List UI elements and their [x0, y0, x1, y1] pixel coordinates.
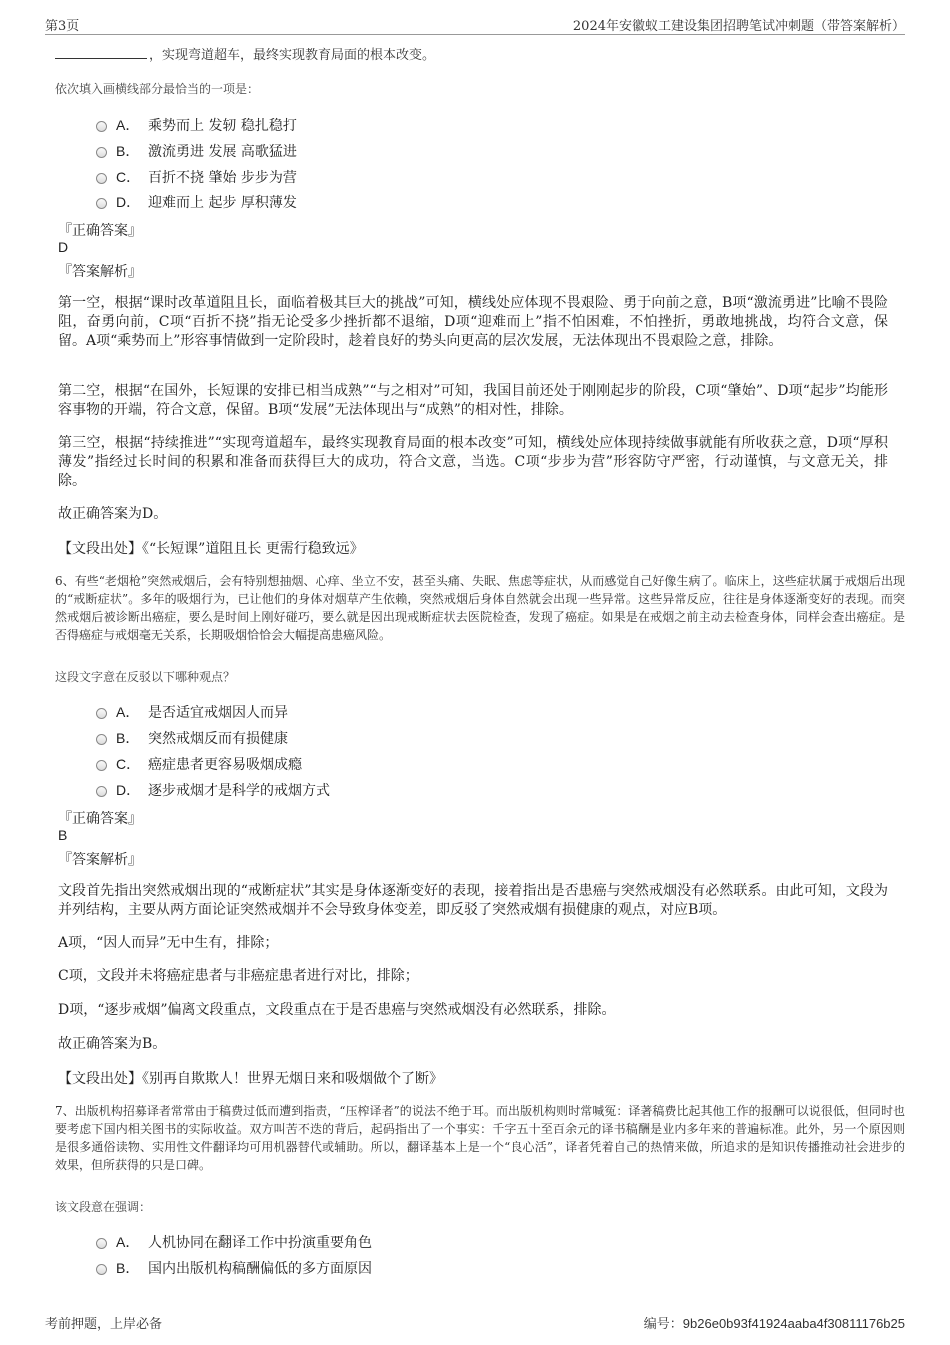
q6-question: 6、有些“老烟枪”突然戒烟后，会有特别想抽烟、心痒、坐立不安，甚至头痛、失眠、焦虑等症状，从而感觉自己好像生病了。临床上，这些症状属于戒烟后出现的“戒断症状”。多年的吸烟行为，已让他们的身体对烟草产生依赖，突然戒烟后身体自然就会出现一些异常。这些异常反应，往往是身体逐渐变好的表现。而突然戒烟后被诊断出癌症，要么是时间上刚好碰巧，要么就是因出现戒断症状去医院检查，发现了癌症。如果是在戒烟之前主动去检查身体，同样会查出癌症。是否得癌症与戒烟毫无关系，长期吸烟恰恰会大幅提高患癌风险。 [55, 574, 905, 642]
q5-analysis-label: 『答案解析』 [58, 264, 142, 280]
q6-analysis-p3: C项，文段并未将癌症患者与非癌症患者进行对比，排除； [58, 968, 419, 984]
q5-option-b[interactable]: B． 激流勇进 发展 高歌猛进 [96, 141, 297, 163]
radio-icon[interactable] [96, 173, 107, 184]
q5-option-d[interactable]: D． 迎难而上 起步 厚积薄发 [96, 192, 297, 214]
page-header [45, 12, 905, 35]
q6-source: 【文段出处】《别再自欺欺人！世界无烟日来和吸烟做个了断》 [58, 1071, 443, 1087]
radio-icon[interactable] [96, 198, 107, 209]
q7-option-b[interactable]: B． 国内出版机构稿酬偏低的多方面原因 [96, 1258, 372, 1280]
fill-blank-line [55, 46, 147, 59]
footer-slogan: 考前押题，上岸必备 [45, 1317, 163, 1332]
q5-analysis-p2: 第二空，根据“在国外，长短课的安排已相当成熟”“与之相对”可知，我国目前还处于刚刚起步的阶段，C项“肇始”、D项“起步”均能形容事物的开端，符合文意，保留。B项“发展”无法体现出与“成熟”的相对性，排除。 [58, 383, 888, 418]
q6-option-c[interactable]: C． 癌症患者更容易吸烟成瘾 [96, 754, 302, 776]
q5-answer: D [58, 239, 69, 255]
q6-option-a[interactable]: A． 是否适宜戒烟因人而异 [96, 702, 288, 724]
q5-option-a[interactable]: A． 乘势而上 发轫 稳扎稳打 [96, 115, 297, 137]
q5-option-c[interactable]: C． 百折不挠 肇始 步步为营 [96, 167, 297, 189]
q7-question: 7、出版机构招募译者常常由于稿费过低而遭到指责，“压榨译者”的说法不绝于耳。而出版机构则时常喊冤：译著稿费比起其他工作的报酬可以说很低，但同时也要考虑下国内相关图书的实际收益。双方叫苦不迭的背后，起码指出了一个事实：千字五十至百余元的译书稿酬是业内多年来的普遍标准。此外，另一个原因则是很多通俗读物、实用性文件翻译均可用机器替代或辅助。所以，翻译基本上是一个“良心活”，译者凭着自己的热情来做，所追求的是知识传播推动社会进步的效果，但所获得的只是口碑。 [55, 1104, 905, 1172]
q5-source: 【文段出处】《“长短课”道阻且长 更需行稳致远》 [58, 541, 364, 557]
q7-option-a[interactable]: A． 人机协同在翻译工作中扮演重要角色 [96, 1232, 372, 1254]
document-title: 2024年安徽蚁工建设集团招聘笔试冲刺题（带答案解析） [572, 19, 905, 34]
q5-intro: ，实现弯道超车，最终实现教育局面的根本改变。 [55, 44, 435, 63]
radio-icon[interactable] [96, 121, 107, 132]
page-number: 第3页 [45, 19, 80, 34]
q6-analysis-p1: 文段首先指出突然戒烟出现的“戒断症状”其实是身体逐渐变好的表现，接着指出是否患癌与突然戒烟没有必然联系。由此可知，文段为并列结构，主要从两方面论证突然戒烟并不会导致身体变差，即反驳了突然戒烟有损健康的观点，对应B项。 [58, 883, 888, 918]
radio-icon[interactable] [96, 1264, 107, 1275]
q6-analysis-label: 『答案解析』 [58, 852, 142, 868]
radio-icon[interactable] [96, 708, 107, 719]
q5-analysis-p1: 第一空，根据“课时改革道阻且长，面临着极其巨大的挑战”可知，横线处应体现不畏艰险、勇于向前之意，B项“激流勇进”比喻不畏险阻，奋勇向前，C项“百折不挠”指无论受多少挫折都不退缩，D项“迎难而上”指不怕困难，不怕挫折，勇敢地挑战，均符合文意，保留。A项“乘势而上”形容事情做到一定阶段时，趁着良好的势头向更高的层次发展，无法体现出不畏艰险之意，排除。 [58, 295, 888, 349]
document-code: 编号：9b26e0b93f41924aaba4f30811176b25 [643, 1316, 905, 1332]
q5-answer-label: 『正确答案』 [58, 223, 142, 239]
q5-analysis-p3: 第三空，根据“持续推进”“实现弯道超车，最终实现教育局面的根本改变”可知，横线处应体现持续做事就能有所收获之意，D项“厚积薄发”指经过长时间的积累和准备而获得巨大的成功，符合文意，当选。C项“步步为营”形容防守严密，行动谨慎，与文意无关，排除。 [58, 435, 888, 489]
q6-answer-label: 『正确答案』 [58, 811, 142, 827]
q6-option-b[interactable]: B． 突然戒烟反而有损健康 [96, 728, 288, 750]
radio-icon[interactable] [96, 760, 107, 771]
radio-icon[interactable] [96, 1238, 107, 1249]
q6-option-d[interactable]: D． 逐步戒烟才是科学的戒烟方式 [96, 780, 330, 802]
q6-answer: B [58, 827, 68, 843]
q5-prompt: 依次填入画横线部分最恰当的一项是： [55, 82, 260, 96]
q5-analysis-conclusion: 故正确答案为D。 [58, 506, 168, 522]
q6-prompt: 这段文字意在反驳以下哪种观点？ [55, 670, 236, 684]
radio-icon[interactable] [96, 786, 107, 797]
q7-prompt: 该文段意在强调： [55, 1200, 152, 1214]
radio-icon[interactable] [96, 734, 107, 745]
q6-analysis-conclusion: 故正确答案为B。 [58, 1036, 167, 1052]
q6-analysis-p4: D项，“逐步戒烟”偏离文段重点，文段重点在于是否患癌与突然戒烟没有必然联系，排除。 [58, 1002, 616, 1018]
radio-icon[interactable] [96, 147, 107, 158]
q6-analysis-p2: A项，“因人而异”无中生有，排除； [58, 935, 279, 951]
